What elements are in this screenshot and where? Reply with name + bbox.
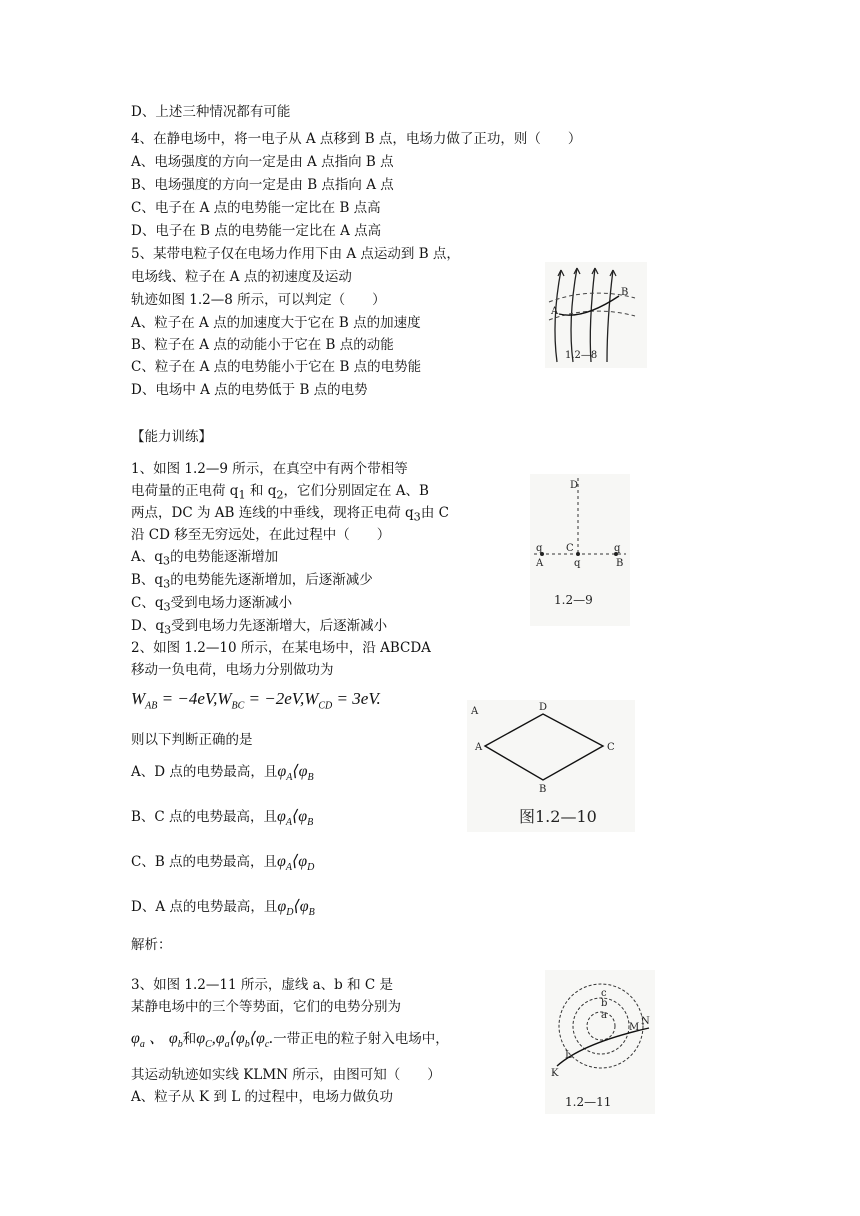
tq2-option-a: A、D 点的电势最高，且$\varphi_A⟨\varphi_B$ [131, 763, 314, 784]
fig9-label-d: D [570, 480, 579, 491]
fig9-caption: 1.2—9 [554, 593, 593, 607]
fig11-label-l: L [565, 1050, 572, 1061]
fig11-caption: 1.2—11 [565, 1095, 612, 1109]
tq3-option-a: A、粒子从 K 到 L 的过程中，电场力做负功 [131, 1089, 393, 1105]
fig10-label-a: A [475, 742, 483, 753]
fig10-label-d: D [539, 702, 548, 713]
q4-option-c: C、电子在 A 点的电势能一定比在 B 点高 [131, 200, 381, 216]
fig9-label-q3: q [574, 558, 581, 569]
q5-option-d: D、电场中 A 点的电势低于 B 点的电势 [131, 382, 368, 398]
fig9-label-q1: q [536, 543, 543, 554]
analysis-label: 解析： [131, 937, 172, 953]
training-q3-line-1: 3、如图 1.2—11 所示，虚线 a、b 和 C 是 [131, 977, 394, 993]
training-q1-line-1: 1、如图 1.2—9 所示，在真空中有两个带相等 [131, 461, 408, 477]
fig11-label-c: c [601, 988, 607, 999]
q4-option-a: A、电场强度的方向一定是由 A 点指向 B 点 [131, 154, 394, 170]
training-q3-line-2: 某静电场中的三个等势面，它们的电势分别为 [131, 999, 401, 1015]
fig11-label-n: N [641, 1016, 650, 1027]
training-q3-line-4: 其运动轨迹如实线 KLMN 所示，由图可知（ ） [131, 1067, 441, 1083]
fig10-label-b: B [539, 784, 547, 795]
figure-1-2-11 [545, 970, 655, 1114]
tq1-option-d: D、$q_3$受到电场力先逐渐增大，后逐渐减小 [131, 618, 388, 637]
fig10-caption: 图1.2—10 [519, 807, 597, 826]
fig10-label-c: C [607, 742, 615, 753]
fig8-label-a: A [551, 306, 559, 317]
fig8-caption: 1.2—8 [565, 350, 598, 361]
figure-1-2-10 [467, 700, 635, 832]
work-formula: $W_{AB} = -4eV,W_{BC} = -2eV,W_{CD} = 3eV$. [131, 689, 381, 712]
q5-option-c: C、粒子在 A 点的电势能小于它在 B 点的电势能 [131, 359, 422, 375]
training-q2-prompt: 则以下判断正确的是 [131, 732, 253, 748]
option-d-text: D、上述三种情况都有可能 [131, 104, 291, 120]
question-5-line-3: 轨迹如图 1.2—8 所示，可以判定（ ） [131, 292, 386, 308]
fig10-label-corner: A [471, 706, 479, 717]
fig9-label-b: B [616, 558, 624, 569]
fig11-label-a: a [601, 1010, 607, 1021]
section-heading: 【能力训练】 [131, 429, 212, 445]
fig9-label-q2: q [614, 543, 621, 554]
tq2-option-c: C、B 点的电势最高，且$\varphi_A⟨\varphi_D$ [131, 853, 315, 874]
tq2-option-d: D、A 点的电势最高，且$\varphi_D⟨\varphi_B$ [131, 898, 315, 919]
question-5-line-2: 电场线、粒子在 A 点的初速度及运动 [131, 269, 352, 285]
training-q1-line-4: 沿 CD 移至无穷远处，在此过程中（ ） [131, 527, 391, 543]
training-q2-line-1: 2、如图 1.2—10 所示，在某电场中，沿 ABCDA [131, 640, 431, 656]
training-q1-line-2: 电荷量的正电荷 $q_1$ 和 $q_2$，它们分别固定在 A、B [131, 483, 429, 502]
training-q3-line-3: $\varphi_a$ 、 $\varphi_b$和$\varphi_C,\varphi_a⟨\varphi_b⟨\varphi_c$.一带正电的粒子射入电场中， [131, 1030, 449, 1051]
fig8-label-b: B [621, 287, 629, 298]
training-q1-line-3: 两点，DC 为 AB 连线的中垂线，现将正电荷 $q_3$由 C [131, 505, 449, 524]
tq1-option-c: C、$q_3$受到电场力逐渐减小 [131, 595, 293, 614]
q4-option-d: D、电子在 B 点的电势能一定比在 A 点高 [131, 223, 382, 239]
fig11-label-m: M [629, 1022, 640, 1033]
figure-1-2-9 [530, 474, 630, 626]
fig9-label-a: A [536, 558, 544, 569]
question-4: 4、在静电场中，将一电子从 A 点移到 B 点，电场力做了正功，则（ ） [131, 131, 582, 147]
tq1-option-b: B、$q_3$的电势能先逐渐增加，后逐渐减少 [131, 572, 373, 591]
fig9-label-c: C [566, 543, 574, 554]
fig11-label-b: b [601, 998, 608, 1009]
fig11-label-k: K [551, 1068, 559, 1079]
tq2-option-b: B、C 点的电势最高，且$\varphi_A⟨\varphi_B$ [131, 808, 314, 829]
q5-option-b: B、粒子在 A 点的动能小于它在 B 点的动能 [131, 337, 394, 353]
figure-1-2-8 [545, 262, 647, 368]
q4-option-b: B、电场强度的方向一定是由 B 点指向 A 点 [131, 177, 394, 193]
question-5-line-1: 5、某带电粒子仅在电场力作用下由 A 点运动到 B 点， [131, 246, 460, 262]
q5-option-a: A、粒子在 A 点的加速度大于它在 B 点的加速度 [131, 315, 421, 331]
training-q2-line-2: 移动一负电荷，电场力分别做功为 [131, 662, 334, 678]
tq1-option-a: A、$q_3$的电势能逐渐增加 [131, 549, 279, 568]
